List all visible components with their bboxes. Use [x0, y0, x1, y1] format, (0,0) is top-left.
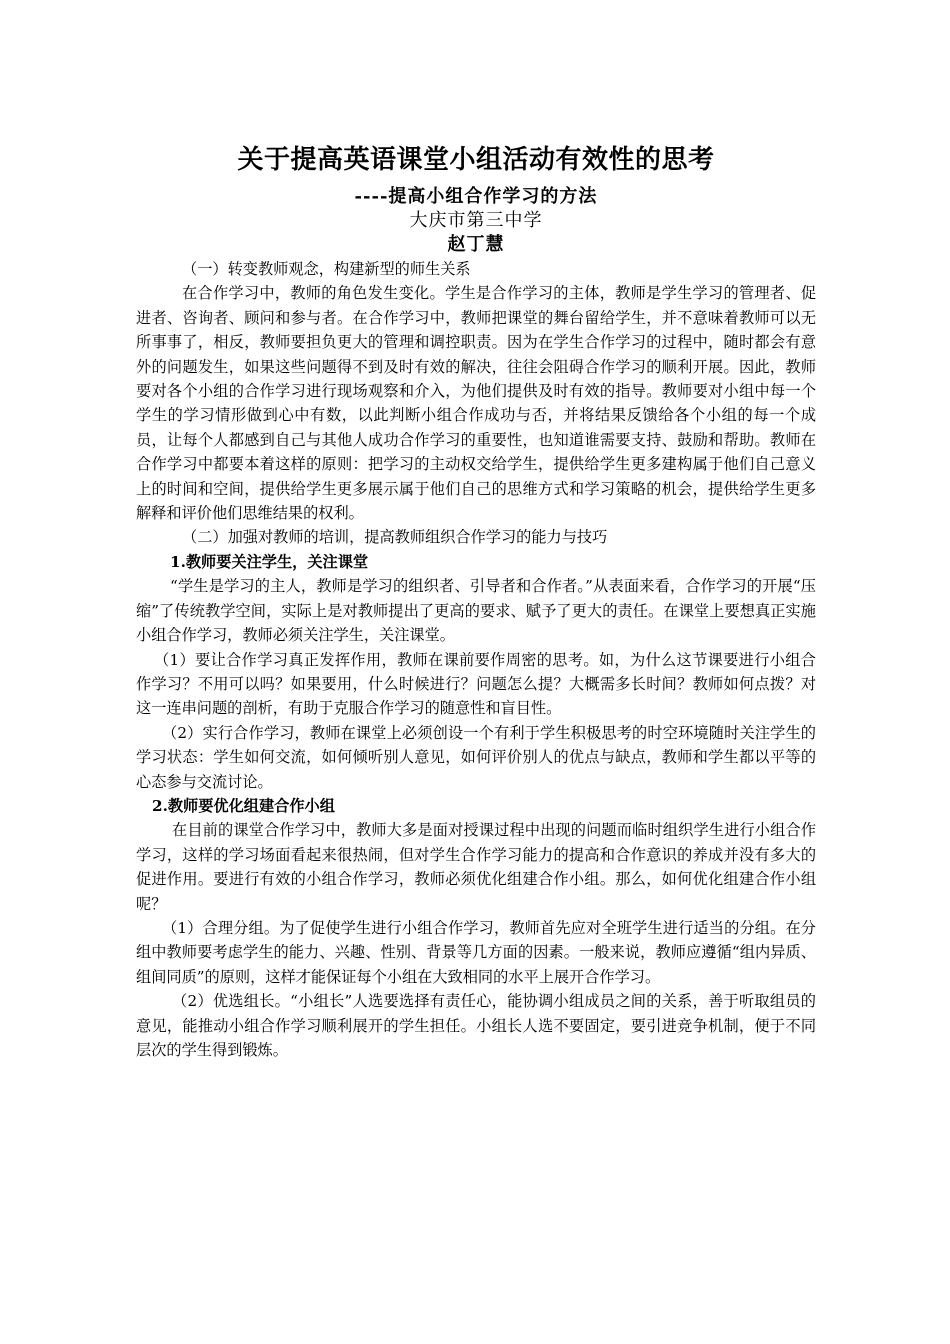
- document-subtitle: ----提高小组合作学习的方法: [354, 186, 598, 207]
- school-name: 大庆市第三中学: [409, 210, 543, 231]
- document-page: [136, 141, 816, 1062]
- author-name: 赵丁慧: [447, 234, 505, 255]
- section-2-2-paragraph-1: 在目前的课堂合作学习中，教师大多是面对授课过程中出现的问题而临时组织学生进行小组合作学习，这样的学习场面看起来很热闹，但对学生合作学习能力的提高和合作意识的养成并没有多大的促进作用。要进行有效的小组合作学习，教师必须优化组建合作小组。那么，如何优化组建合作小组呢？: [136, 821, 816, 913]
- document-title: 关于提高英语课堂小组活动有效性的思考: [237, 145, 715, 175]
- section-2-2-paragraph-3: （2）优选组长。“小组长”人选要选择有责任心，能协调小组成员之间的关系，善于听取组员的意见，能推动小组合作学习顺利展开的学生担任。小组长人选不要固定，要引进竞争机制，便于不同层次的学生得到锻炼。: [136, 992, 816, 1059]
- section-2-1-heading: 1.教师要关注学生，关注课堂: [170, 552, 369, 571]
- section-2-2-heading: 2.教师要优化组建合作小组: [152, 796, 335, 815]
- section-2-1-paragraph-2: （1）要让合作学习真正发挥作用，教师在课前要作周密的思考。如，为什么这节课要进行小组合作学习？不用可以吗？如果要用，什么时候进行？问题怎么提？大概需多长时间？教师如何点拨？对这一连串问题的剖析，有助于克服合作学习的随意性和盲目性。: [136, 650, 816, 718]
- document-body: [136, 257, 816, 1062]
- section-2-1-paragraph-1: “学生是学习的主人，教师是学习的组织者、引导者和合作者。”从表面来看，合作学习的开展“压缩”了传统教学空间，实际上是对教师提出了更高的要求、赋予了更大的责任。在课堂上要想真正实施小组合作学习，教师必须关注学生，关注课堂。: [136, 577, 816, 645]
- section-1-heading: （一）转变教师观念，构建新型的师生关系: [182, 260, 471, 278]
- section-2-heading: （二）加强对教师的培训，提高教师组织合作学习的能力与技巧: [182, 528, 608, 547]
- section-2-1-paragraph-3: （2）实行合作学习，教师在课堂上必须创设一个有利于学生积极思考的时空环境随时关注学生的学习状态：学生如何交流，如何倾听别人意见，如何评价别人的优点与缺点，教师和学生都以平等的心态参与交流讨论。: [136, 723, 816, 791]
- section-1-paragraph-1: 在合作学习中，教师的角色发生变化。学生是合作学习的主体，教师是学生学习的管理者、促进者、咨询者、顾问和参与者。在合作学习中，教师把课堂的舞台留给学生，并不意味着教师可以无所事事了，相反，教师要担负更大的管理和调控职责。因为在学生合作学习的过程中，随时都会有意外的问题发生，如果这些问题得不到及时有效的解决，往往会阻碍合作学习的顺利开展。因此，教师要对各个小组的合作学习进行现场观察和介入，为他们提供及时有效的指导。教师要对小组中每一个学生的学习情形做到心中有数，以此判断小组合作成功与否，并将结果反馈给各个小组的每一个成员，让每个人都感到自己与其他人成功合作学习的重要性，也知道谁需要支持、鼓励和帮助。教师在合作学习中都要本着这样的原则：把学习的主动权交给学生，提供给学生更多建构属于他们自己意义上的时间和空间，提供给学生更多展示属于他们自己的思维方式和学习策略的机会，提供给学生更多解释和评价他们思维结果的权利。: [136, 284, 816, 523]
- section-2-2-paragraph-2: （1）合理分组。为了促使学生进行小组合作学习，教师首先应对全班学生进行适当的分组。在分组中教师要考虑学生的能力、兴趣、性别、背景等几方面的因素。一般来说，教师应遵循“组内异质、组间同质”的原则，这样才能保证每个小组在大致相同的水平上展开合作学习。: [136, 918, 816, 986]
